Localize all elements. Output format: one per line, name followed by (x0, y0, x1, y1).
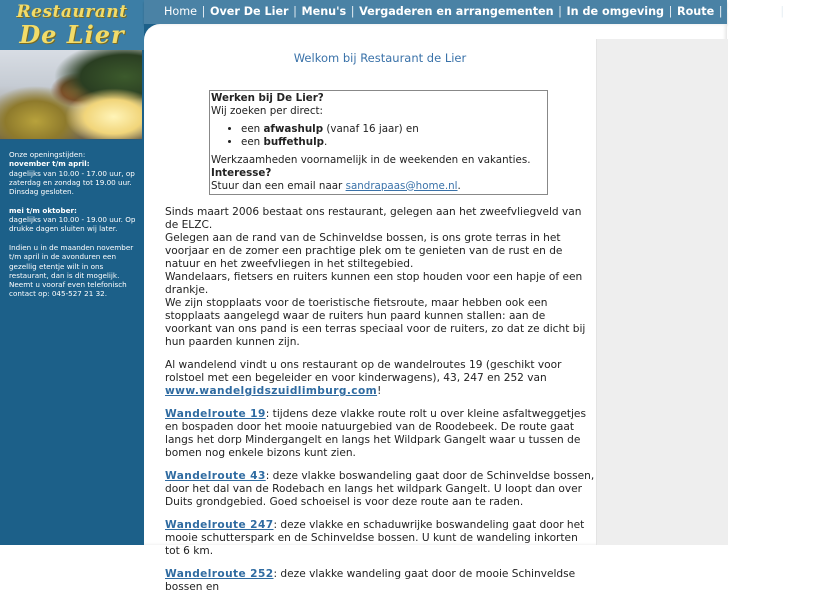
page-title: Welkom bij Restaurant de Lier (293, 51, 467, 65)
job-vacancy-box (209, 90, 548, 195)
right-panel (596, 39, 728, 545)
nav-links[interactable]: Links (788, 5, 822, 18)
route-43-link[interactable]: Wandelroute 43 (165, 470, 266, 483)
summer-label: mei t/m oktober: (9, 205, 77, 215)
job-intro: Wij zoeken per direct: (211, 104, 324, 117)
closed-day: Dinsdag gesloten. (9, 187, 74, 197)
logo-line-1: Restaurant (16, 2, 128, 22)
intro-line: Gelegen aan de rand van de Schinveldse bossen, is ons grote terras in het voorjaar en de zomer een prachtige plek om te genieten van de rust en de natuur en het zweefvliegen in het stiltegebied. (165, 232, 563, 271)
wandelgids-link[interactable]: www.wandelgidszuidlimburg.com (165, 385, 378, 398)
nav-separator: | (665, 5, 676, 18)
winter-hours: dagelijks van 10.00 - 17.00 uur, op zaterdag en zondag tot 19.00 uur. (9, 168, 135, 187)
nav-vergaderen[interactable]: Vergaderen en arrangementen (359, 5, 554, 18)
nav-contact[interactable]: Contact (727, 5, 776, 18)
job-email-link[interactable]: sandrapaas@home.nl (345, 179, 458, 192)
nav-route[interactable]: Route (676, 5, 715, 18)
intro-line: Wandelaars, fietsers en ruiters kunnen een stop houden voor een hapje of een drankje. (165, 271, 583, 297)
walking-paragraph (165, 359, 595, 398)
walking-text: Al wandelend vindt u ons restaurant op de wandelroutes 19 (geschikt voor rolstoel met een begeleider en voor kinderwagens), 43, 247 en 252 van (165, 359, 562, 385)
sidebar (0, 0, 144, 545)
opening-hours (9, 150, 141, 308)
job-item-suffix: . (324, 135, 328, 148)
nav-omgeving[interactable]: In de omgeving (566, 5, 665, 18)
job-mail-suffix: . (457, 179, 461, 192)
nav-separator: | (198, 5, 209, 18)
nav-separator: | (776, 5, 788, 18)
nav-separator: | (347, 5, 359, 18)
route-paragraph (165, 568, 595, 594)
nav-separator: | (715, 5, 727, 18)
restaurant-interior-photo (0, 50, 142, 140)
job-item-prefix: een (241, 135, 264, 148)
nav-separator: | (289, 5, 301, 18)
route-paragraph (165, 519, 595, 558)
route-247-text: : deze vlakke en schaduwrijke boswandeling gaat door het mooie schutterspark en de Schinveldse bossen. U kunt de wandeling inkorten tot 6 km. (165, 519, 585, 558)
job-item (241, 123, 547, 136)
job-mail-prefix: Stuur dan een email naar (211, 179, 346, 192)
walking-suffix: ! (377, 385, 382, 398)
intro-paragraph (165, 206, 595, 349)
top-navigation (144, 0, 822, 24)
route-247-link[interactable]: Wandelroute 247 (165, 519, 274, 532)
job-item-suffix: (vanaf 16 jaar) en (323, 123, 419, 136)
route-paragraph (165, 470, 595, 509)
nav-menus[interactable]: Menu's (301, 5, 347, 18)
job-item-title: buffethulp (263, 135, 324, 148)
nav-separator: | (554, 5, 566, 18)
job-item (241, 136, 547, 149)
nav-over-de-lier[interactable]: Over De Lier (209, 5, 289, 18)
route-19-link[interactable]: Wandelroute 19 (165, 408, 266, 421)
logo-line-2: De Lier (19, 20, 125, 49)
route-252-text: : deze vlakke wandeling gaat door de mooie Schinveldse bossen en (165, 568, 576, 594)
hours-intro: Onze openingstijden: (9, 150, 86, 159)
job-details: Werkzaamheden voornamelijk in de weekenden en vakanties. (211, 154, 531, 167)
route-19-text: : tijdens deze vlakke route rolt u over kleine asfaltweggetjes en bospaden door het mooie natuurgebied van de Roodebeek. De route gaat langs het dorp Mindergangelt en langs het Wildpark Gangelt waar u tussen de bomen nog enkele bizons kunt zien. (165, 408, 586, 460)
job-item-prefix: een (241, 123, 264, 136)
route-252-link[interactable]: Wandelroute 252 (165, 568, 274, 581)
summer-hours: dagelijks van 10.00 - 19.00 uur. Op drukke dagen sluiten wij later. (9, 215, 136, 234)
nav-home[interactable]: Home (164, 5, 198, 18)
job-heading: Werken bij De Lier? (211, 92, 324, 104)
winter-label: november t/m april: (9, 159, 90, 169)
job-list (211, 123, 547, 148)
main-content (165, 24, 595, 594)
route-paragraph (165, 408, 595, 460)
logo[interactable] (0, 0, 144, 50)
route-43-text: : deze vlakke boswandeling gaat door de Schinveldse bossen, door het dal van de Rodebach en langs het wildpark Gangelt. U loopt dan over Duits grondgebied. Goed schoeisel is voor deze route aan te raden. (165, 470, 595, 509)
intro-line: We zijn stopplaats voor de toeristische fietsroute, maar hebben ook een stopplaats aangelegd waar de ruiters hun paard kunnen stallen: aan de voorkant van ons pand is een terras speciaal voor de ruiters, zo dat ze dicht bij hun paarden kunnen zijn. (165, 297, 586, 349)
intro-line: Sinds maart 2006 bestaat ons restaurant, gelegen aan het zweefvliegveld van de ELZC. (165, 206, 582, 232)
job-item-title: afwashulp (263, 123, 324, 136)
job-interest: Interesse? (211, 166, 272, 179)
evening-info: Indien u in de maanden november t/m april in de avonduren een gezellig etentje wilt in ons restaurant, dan is dit mogelijk. Neemt u vooraf even telefonisch contact op: 045-527 21 32. (9, 242, 134, 299)
